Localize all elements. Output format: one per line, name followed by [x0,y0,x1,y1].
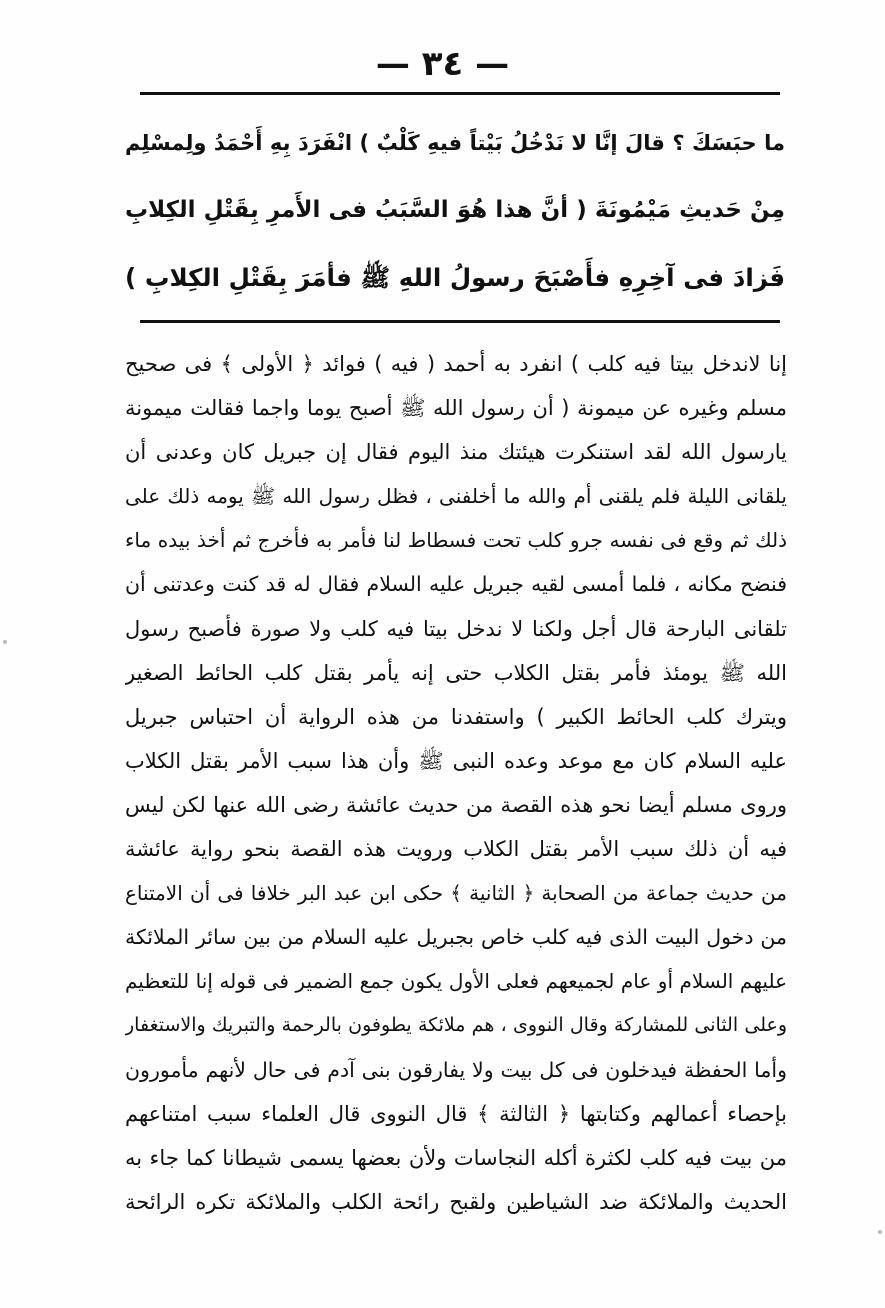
section-divider-rule [140,320,780,323]
commentary-line: تلقانى البارحة قال أجل ولكنا لا ندخل بيتا فيه كلب ولا صورة فأصبح رسول [125,616,787,641]
page-number: — ٣٤ — [375,44,510,84]
commentary-line: عليه السلام كان مع موعد وعده النبى ﷺ وأن هذا سبب الأمر بقتل الكلاب [125,748,787,773]
commentary-line: بإحصاء أعمالهم وكتابتها ﴿ الثالثة ﴾ قال النووى قال العلماء سبب امتناعهم [125,1101,787,1126]
commentary-line: وعلى الثانى للمشاركة وقال النووى ، هم ملائكة يطوفون بالرحمة والتبريك والاستغفار [125,1014,787,1037]
commentary-line: يلقانى الليلة فلم يلقنى أم والله ما أخلفنى ، فظل رسول الله ﷺ يومه ذلك على [125,484,787,509]
commentary-line: من حديث جماعة من الصحابة ﴿ الثانية ﴾ حكى ابن عبد البر خلافا فى أن الامتناع [125,881,787,906]
commentary-line: ذلك ثم وقع فى نفسه جرو كلب تحت فسطاط لنا فأمر به فأخرج ثم أخذ بيده ماء [125,528,787,553]
hadith-text-block [125,110,785,311]
hadith-line: مِنْ حَديثِ مَيْمُونَةَ ( أنَّ هذا هُوَ السَّبَبُ فى الأَمرِ بِقَتْلِ الكِلابِ [125,197,785,223]
commentary-line: فنضح مكانه ، فلما أمسى لقيه جبريل عليه السلام فقال له قد كنت وعدتنى أن [125,572,787,597]
hadith-line: ما حبَسَكَ ؟ قالَ إنَّا لا نَدْخُلُ بَيْتاً فيهِ كَلْبٌ ) انْفَرَدَ بِهِ أَحْمَدُ ولِمسْلِم [125,131,785,155]
commentary-line: عليهم السلام أو عام لجميعهم فعلى الأول يكون جمع الضمير فى قوله إنا للتعظيم [125,969,787,994]
commentary-line: من بيت فيه كلب لكثرة أكله النجاسات ولأن بعضها يسمى شيطانا كما جاء به [125,1145,787,1170]
commentary-line: الله ﷺ يومئذ فأمر بقتل الكلاب حتى إنه يأمر بقتل كلب الحائط الصغير [125,660,787,685]
commentary-line: إنا لاندخل بيتا فيه كلب ) انفرد به أحمد ( فيه ) فوائد ﴿ الأولى ﴾ فى صحيح [125,352,787,376]
commentary-line: وأما الحفظة فيدخلون فى كل بيت ولا يفارقون بنى آدم فى حال لأنهم مأمورون [125,1057,787,1082]
commentary-line: من دخول البيت الذى فيه كلب خاص بجبريل عليه السلام من بين سائر الملائكة [125,925,787,950]
commentary-text-block [125,342,787,1224]
header-rule [140,92,780,95]
scan-speck [878,1230,882,1234]
scan-speck [3,640,7,644]
hadith-line: فَزادَ فى آخِرِهِ فأَصْبَحَ رسولُ اللهِ ﷺ فأمَرَ بِقَتْلِ الكِلابِ ) [125,263,785,292]
commentary-line: الحديث والملائكة ضد الشياطين ولقبح رائحة الكلب والملائكة تكره الرائحة [125,1189,787,1214]
commentary-line: مسلم وغيره عن ميمونة ( أن رسول الله ﷺ أصبح يوما واجما فقالت ميمونة [125,396,787,421]
commentary-line: ويترك كلب الحائط الكبير ) واستفدنا من هذه الرواية أن احتباس جبريل [125,704,787,729]
commentary-line: يارسول الله لقد استنكرت هيئتك منذ اليوم فقال إن جبريل كان وعدنى أن [125,440,787,465]
commentary-line: وروى مسلم أيضا نحو هذه القصة من حديث عائشة رضى الله عنها لكن ليس [125,792,787,817]
commentary-line: فيه أن ذلك سبب الأمر بقتل الكلاب ورويت هذه القصة بنحو رواية عائشة [125,837,787,862]
